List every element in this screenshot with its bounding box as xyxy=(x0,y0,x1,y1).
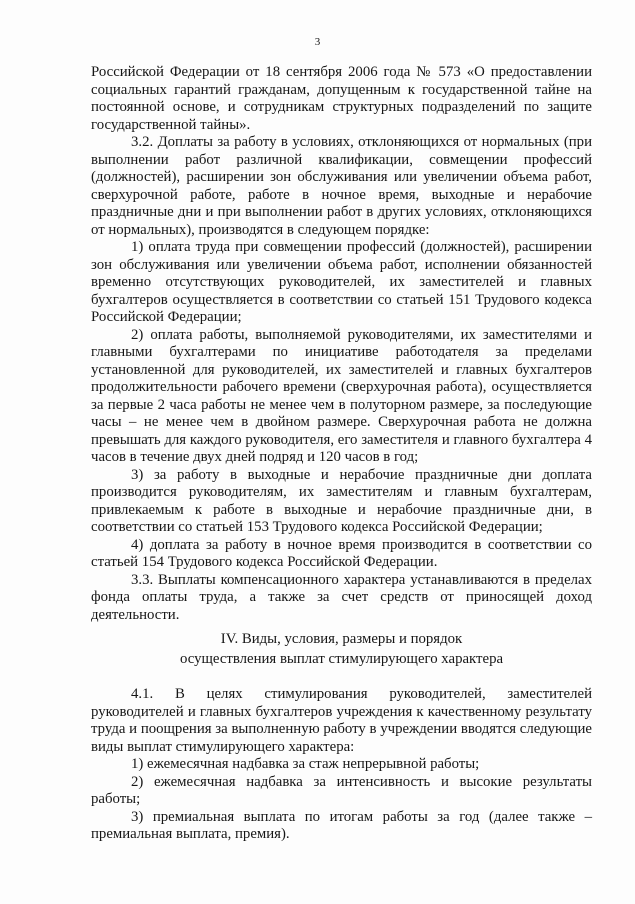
list-item-1: 1) ежемесячная надбавка за стаж непрерывной работы; xyxy=(131,756,480,772)
body-text-lower xyxy=(91,686,592,844)
section-heading xyxy=(91,629,592,669)
list-item-1: 1) оплата труда при совмещении профессий (должностей), расширении зон обслуживания или увеличении объема работ, исполнении обязанностей временно отсутствующих руководителей, их заместителей и главных бухгалтеров осуществляется в соответствии со статьей 151 Трудового кодекса Российской Федерации; xyxy=(91,239,592,325)
section-heading-line-1: IV. Виды, условия, размеры и порядок xyxy=(220,631,463,647)
paragraph-4-1: 4.1. В целях стимулирования руководителей, заместителей руководителей и главных бухгалтеров учреждения к качественному результату труда и поощрения за выполненную работу в учреждении вводятся следующие виды выплат стимулирующего характера: xyxy=(91,686,592,755)
list-item-3: 3) за работу в выходные и нерабочие праздничные дни доплата производится руководителям, их заместителям и главным бухгалтерам, привлекаемым к работе в выходные и нерабочие праздничные дни, в соответствии со статьей 153 Трудового кодекса Российской Федерации; xyxy=(91,466,592,535)
body-text-upper xyxy=(91,64,592,624)
paragraph-3-3: 3.3. Выплаты компенсационного характера устанавливаются в пределах фонда оплаты труда, а также за счет средств от приносящей доход деятельности. xyxy=(91,571,592,623)
list-item-2: 2) оплата работы, выполняемой руководителями, их заместителями и главными бухгалтерами по инициативе работодателя за пределами установленной для руководителей, их заместителей и главных бухгалтеров продолжительности рабочего времени (сверхурочная работа), осуществляется за первые 2 часа работы не менее чем в полуторном размере, за последующие часы – не менее чем в двойном размере. Сверхурочная работа не должна превышать для каждого руководителя, его заместителя и главного бухгалтера 4 часов в течение двух дней подряд и 120 часов в год; xyxy=(91,326,592,465)
page-number: 3 xyxy=(314,36,321,48)
section-heading-line-2: осуществления выплат стимулирующего характера xyxy=(179,651,504,667)
list-item-2: 2) ежемесячная надбавка за интенсивность и высокие результаты работы; xyxy=(91,773,592,807)
list-item-4: 4) доплата за работу в ночное время производится в соответствии со статьей 154 Трудового кодекса Российской Федерации. xyxy=(91,536,592,570)
list-item-3: 3) премиальная выплата по итогам работы за год (далее также – премиальная выплата, премия). xyxy=(91,808,592,842)
paragraph: Российской Федерации от 18 сентября 2006 года № 573 «О предоставлении социальных гарантий гражданам, допущенным к государственной тайне на постоянной основе, и сотрудникам структурных подразделений по защите государственной тайны». xyxy=(91,64,592,133)
paragraph-3-2: 3.2. Доплаты за работу в условиях, отклоняющихся от нормальных (при выполнении работ различной квалификации, совмещении профессий (должностей), расширении зон обслуживания или увеличении объема работ, сверхурочной работе, работе в ночное время, выходные и нерабочие праздничные дни и при выполнении работ в других условиях, отклоняющихся от нормальных), производятся в следующем порядке: xyxy=(91,134,592,238)
